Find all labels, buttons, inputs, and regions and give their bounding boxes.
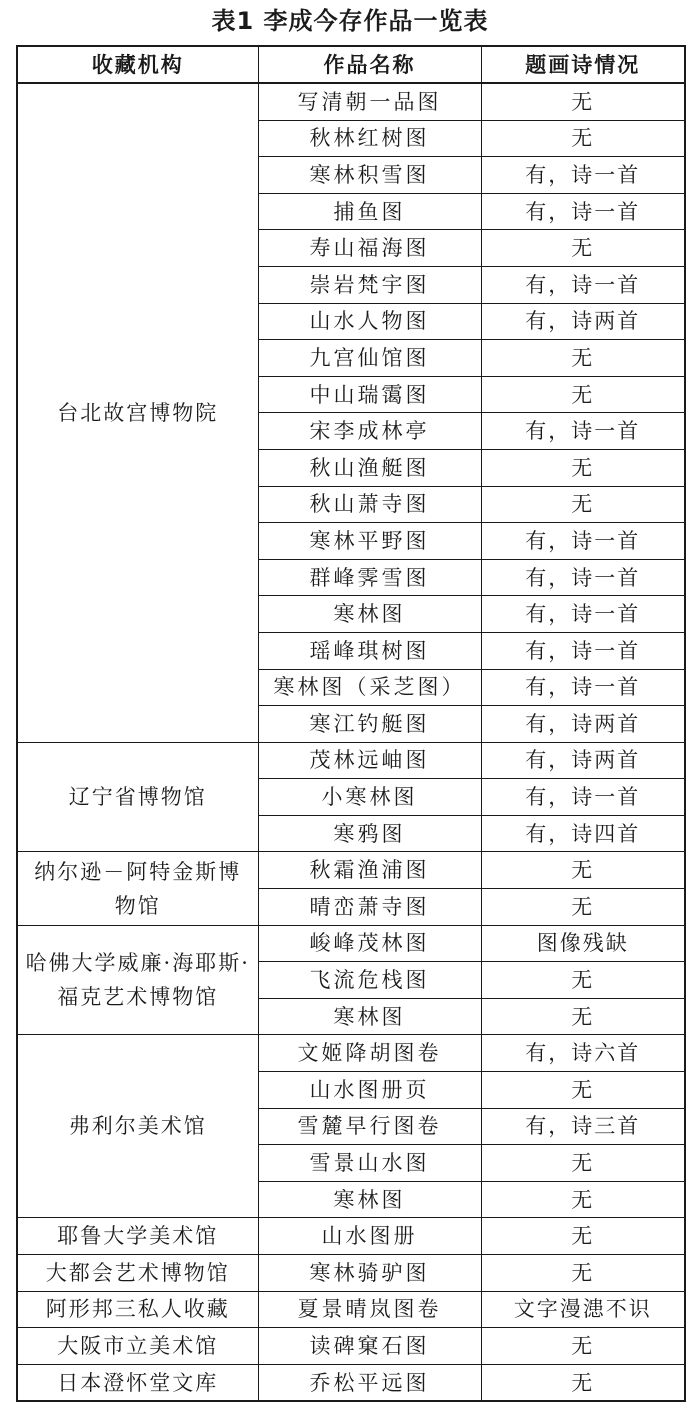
poem-status-cell: 无 bbox=[481, 376, 685, 413]
work-name-cell: 寒林图 bbox=[258, 1181, 481, 1218]
institution-cell: 大阪市立美术馆 bbox=[17, 1328, 258, 1365]
institution-cell: 辽宁省博物馆 bbox=[17, 742, 258, 852]
table-row bbox=[17, 1255, 685, 1292]
poem-status-cell: 无 bbox=[481, 1181, 685, 1218]
work-name-cell: 寒江钓艇图 bbox=[258, 706, 481, 743]
work-name-cell: 飞流危栈图 bbox=[258, 962, 481, 999]
work-name-cell: 文姬降胡图卷 bbox=[258, 1035, 481, 1072]
poem-status-cell: 无 bbox=[481, 1072, 685, 1109]
work-name-cell: 乔松平远图 bbox=[258, 1364, 481, 1401]
poem-status-cell: 有，诗两首 bbox=[481, 706, 685, 743]
poem-status-cell: 无 bbox=[481, 1145, 685, 1182]
work-name-cell: 山水人物图 bbox=[258, 303, 481, 340]
poem-status-cell: 文字漫漶不识 bbox=[481, 1291, 685, 1328]
work-name-cell: 秋林红树图 bbox=[258, 120, 481, 157]
table-row bbox=[17, 852, 685, 889]
poem-status-cell: 无 bbox=[481, 889, 685, 926]
table-row bbox=[17, 925, 685, 962]
work-name-cell: 读碑窠石图 bbox=[258, 1328, 481, 1365]
table-title: 表1 李成今存作品一览表 bbox=[211, 7, 489, 35]
poem-status-cell: 无 bbox=[481, 962, 685, 999]
poem-status-cell: 无 bbox=[481, 998, 685, 1035]
work-name-cell: 山水图册页 bbox=[258, 1072, 481, 1109]
poem-status-cell: 无 bbox=[481, 83, 685, 120]
work-name-cell: 崇岩梵宇图 bbox=[258, 266, 481, 303]
work-name-cell: 茂林远岫图 bbox=[258, 742, 481, 779]
poem-status-cell: 无 bbox=[481, 1218, 685, 1255]
poem-status-cell: 有，诗一首 bbox=[481, 523, 685, 560]
poem-status-cell: 无 bbox=[481, 120, 685, 157]
poem-status-cell: 有，诗六首 bbox=[481, 1035, 685, 1072]
poem-status-cell: 无 bbox=[481, 1364, 685, 1401]
poem-status-cell: 有，诗一首 bbox=[481, 266, 685, 303]
table-row bbox=[17, 1364, 685, 1401]
table-body bbox=[17, 83, 685, 1401]
header-work-name: 作品名称 bbox=[258, 46, 481, 83]
institution-cell: 纳尔逊－阿特金斯博物馆 bbox=[17, 852, 258, 925]
work-name-cell: 九宫仙馆图 bbox=[258, 340, 481, 377]
institution-cell: 台北故宫博物院 bbox=[17, 83, 258, 742]
table-row bbox=[17, 1218, 685, 1255]
work-name-cell: 山水图册 bbox=[258, 1218, 481, 1255]
work-name-cell: 写清朝一品图 bbox=[258, 83, 481, 120]
work-name-cell: 寒鸦图 bbox=[258, 815, 481, 852]
poem-status-cell: 有，诗一首 bbox=[481, 596, 685, 633]
institution-cell: 弗利尔美术馆 bbox=[17, 1035, 258, 1218]
work-name-cell: 晴峦萧寺图 bbox=[258, 889, 481, 926]
work-name-cell: 群峰霁雪图 bbox=[258, 559, 481, 596]
institution-cell: 大都会艺术博物馆 bbox=[17, 1255, 258, 1292]
work-name-cell: 中山瑞霭图 bbox=[258, 376, 481, 413]
poem-status-cell: 无 bbox=[481, 1328, 685, 1365]
poem-status-cell: 有，诗一首 bbox=[481, 779, 685, 816]
header-row bbox=[17, 46, 685, 83]
work-name-cell: 寒林积雪图 bbox=[258, 157, 481, 194]
poem-status-cell: 有，诗三首 bbox=[481, 1108, 685, 1145]
header-poem-status: 题画诗情况 bbox=[481, 46, 685, 83]
institution-cell: 阿形邦三私人收藏 bbox=[17, 1291, 258, 1328]
poem-status-cell: 有，诗两首 bbox=[481, 742, 685, 779]
poem-status-cell: 无 bbox=[481, 449, 685, 486]
table-row bbox=[17, 1328, 685, 1365]
work-name-cell: 雪麓早行图卷 bbox=[258, 1108, 481, 1145]
poem-status-cell: 有，诗一首 bbox=[481, 669, 685, 706]
poem-status-cell: 有，诗两首 bbox=[481, 303, 685, 340]
table-row bbox=[17, 1035, 685, 1072]
poem-status-cell: 有，诗一首 bbox=[481, 559, 685, 596]
poem-status-cell: 有，诗一首 bbox=[481, 193, 685, 230]
poem-status-cell: 无 bbox=[481, 230, 685, 267]
poem-status-cell: 有，诗一首 bbox=[481, 413, 685, 450]
poem-status-cell: 无 bbox=[481, 340, 685, 377]
work-name-cell: 雪景山水图 bbox=[258, 1145, 481, 1182]
work-name-cell: 寒林图 bbox=[258, 596, 481, 633]
work-name-cell: 宋李成林亭 bbox=[258, 413, 481, 450]
work-name-cell: 寿山福海图 bbox=[258, 230, 481, 267]
poem-status-cell: 无 bbox=[481, 852, 685, 889]
table-row bbox=[17, 742, 685, 779]
work-name-cell: 寒林图（采芝图） bbox=[258, 669, 481, 706]
work-name-cell: 夏景晴岚图卷 bbox=[258, 1291, 481, 1328]
work-name-cell: 寒林骑驴图 bbox=[258, 1255, 481, 1292]
work-name-cell: 捕鱼图 bbox=[258, 193, 481, 230]
institution-cell: 日本澄怀堂文库 bbox=[17, 1364, 258, 1401]
work-name-cell: 小寒林图 bbox=[258, 779, 481, 816]
work-name-cell: 瑶峰琪树图 bbox=[258, 632, 481, 669]
table-row bbox=[17, 83, 685, 120]
header-institution: 收藏机构 bbox=[17, 46, 258, 83]
institution-cell: 耶鲁大学美术馆 bbox=[17, 1218, 258, 1255]
table-row bbox=[17, 1291, 685, 1328]
work-name-cell: 秋霜渔浦图 bbox=[258, 852, 481, 889]
poem-status-cell: 有，诗一首 bbox=[481, 632, 685, 669]
work-name-cell: 寒林图 bbox=[258, 998, 481, 1035]
works-table bbox=[16, 45, 686, 1402]
work-name-cell: 峻峰茂林图 bbox=[258, 925, 481, 962]
poem-status-cell: 无 bbox=[481, 1255, 685, 1292]
work-name-cell: 寒林平野图 bbox=[258, 523, 481, 560]
work-name-cell: 秋山萧寺图 bbox=[258, 486, 481, 523]
poem-status-cell: 有，诗一首 bbox=[481, 157, 685, 194]
poem-status-cell: 无 bbox=[481, 486, 685, 523]
works-table-container bbox=[16, 45, 686, 1402]
poem-status-cell: 有，诗四首 bbox=[481, 815, 685, 852]
work-name-cell: 秋山渔艇图 bbox=[258, 449, 481, 486]
institution-cell: 哈佛大学威廉·海耶斯·福克艺术博物馆 bbox=[17, 925, 258, 1035]
poem-status-cell: 图像残缺 bbox=[481, 925, 685, 962]
